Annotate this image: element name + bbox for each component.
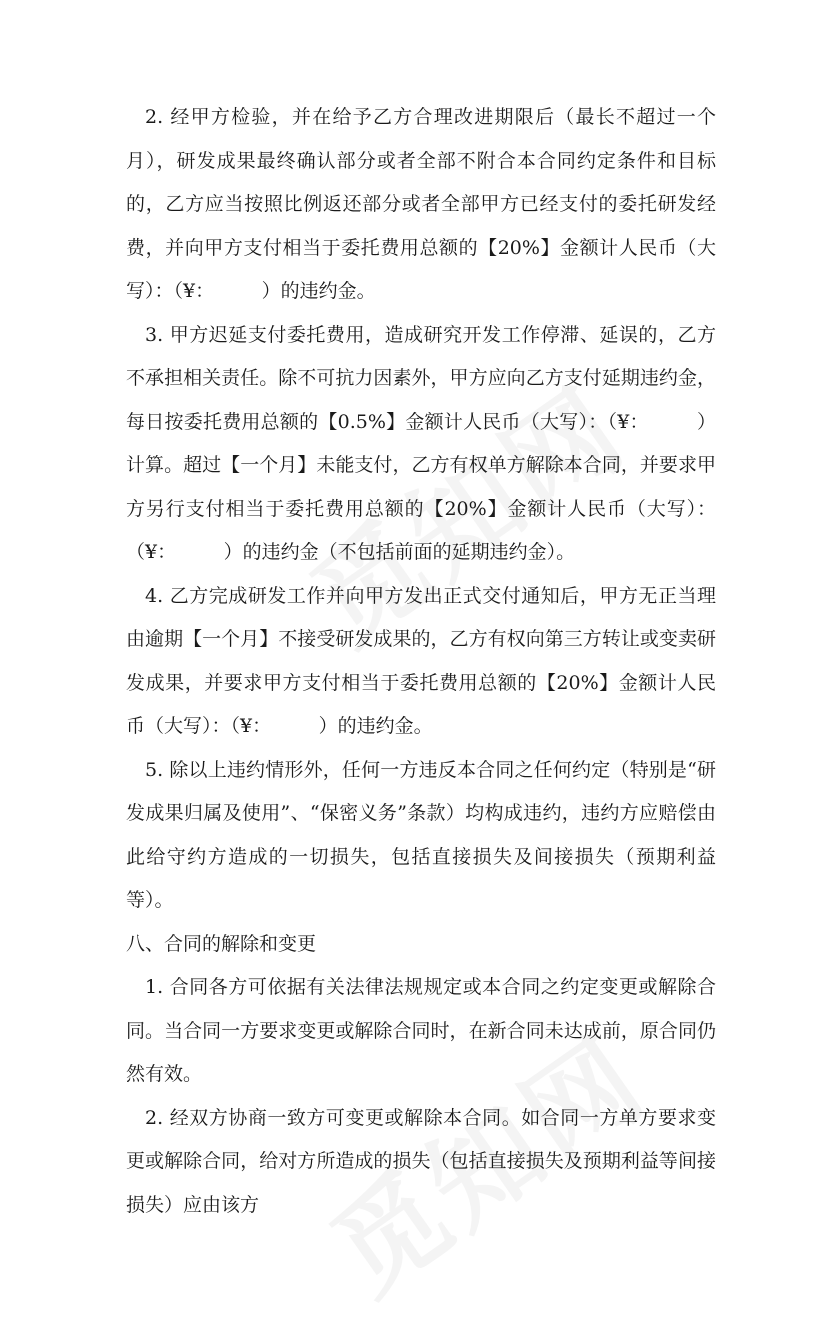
clause-paragraph: 2. 经双方协商一致方可变更或解除本合同。如合同一方单方要求变更或解除合同，给对方所造成的损失（包括直接损失及预期利益等间接损失）应由该方 [126, 1106, 716, 1216]
clause-paragraph: 4. 乙方完成研发工作并向甲方发出正式交付通知后，甲方无正当理由逾期【一个月】不接受研发成果的，乙方有权向第三方转让或变卖研发成果，并要求甲方支付相当于委托费用总额的【20%】金额计人民币（大写）：（¥： ）的违约金。 [126, 584, 716, 737]
clause-paragraph: 1. 合同各方可依据有关法律法规规定或本合同之约定变更或解除合同。当合同一方要求变更或解除合同时，在新合同未达成前，原合同仍然有效。 [126, 976, 716, 1085]
clause-paragraph: 2. 经甲方检验，并在给予乙方合理改进期限后（最长不超过一个月），研发成果最终确认部分或者全部不附合本合同约定条件和目标的，乙方应当按照比例返还部分或者全部甲方已经支付的委托研发经费，并向甲方支付相当于委托费用总额的【20%】金额计人民币（大写）：（¥： ）的违约金。 [126, 106, 716, 302]
clause-paragraph: 5. 除以上违约情形外，任何一方违反本合同之任何约定（特别是“研发成果归属及使用”、“保密义务”条款）均构成违约，违约方应赔偿由此给守约方造成的一切损失，包括直接损失及间接损失（预期利益等）。 [126, 758, 716, 911]
clause-paragraph: 3. 甲方迟延支付委托费用，造成研究开发工作停滞、延误的，乙方不承担相关责任。除不可抗力因素外，甲方应向乙方支付延期违约金，每日按委托费用总额的【0.5%】金额计人民币（大写）：（¥： ）计算。超过【一个月】未能支付，乙方有权单方解除本合同，并要求甲方另行支付相当于委托费用总额的【20%】金额计人民币（大写）：（¥： ）的违约金（不包括前面的延期违约金）。 [126, 323, 716, 563]
contract-body [126, 96, 716, 1227]
section-heading: 八、合同的解除和变更 [126, 932, 317, 955]
